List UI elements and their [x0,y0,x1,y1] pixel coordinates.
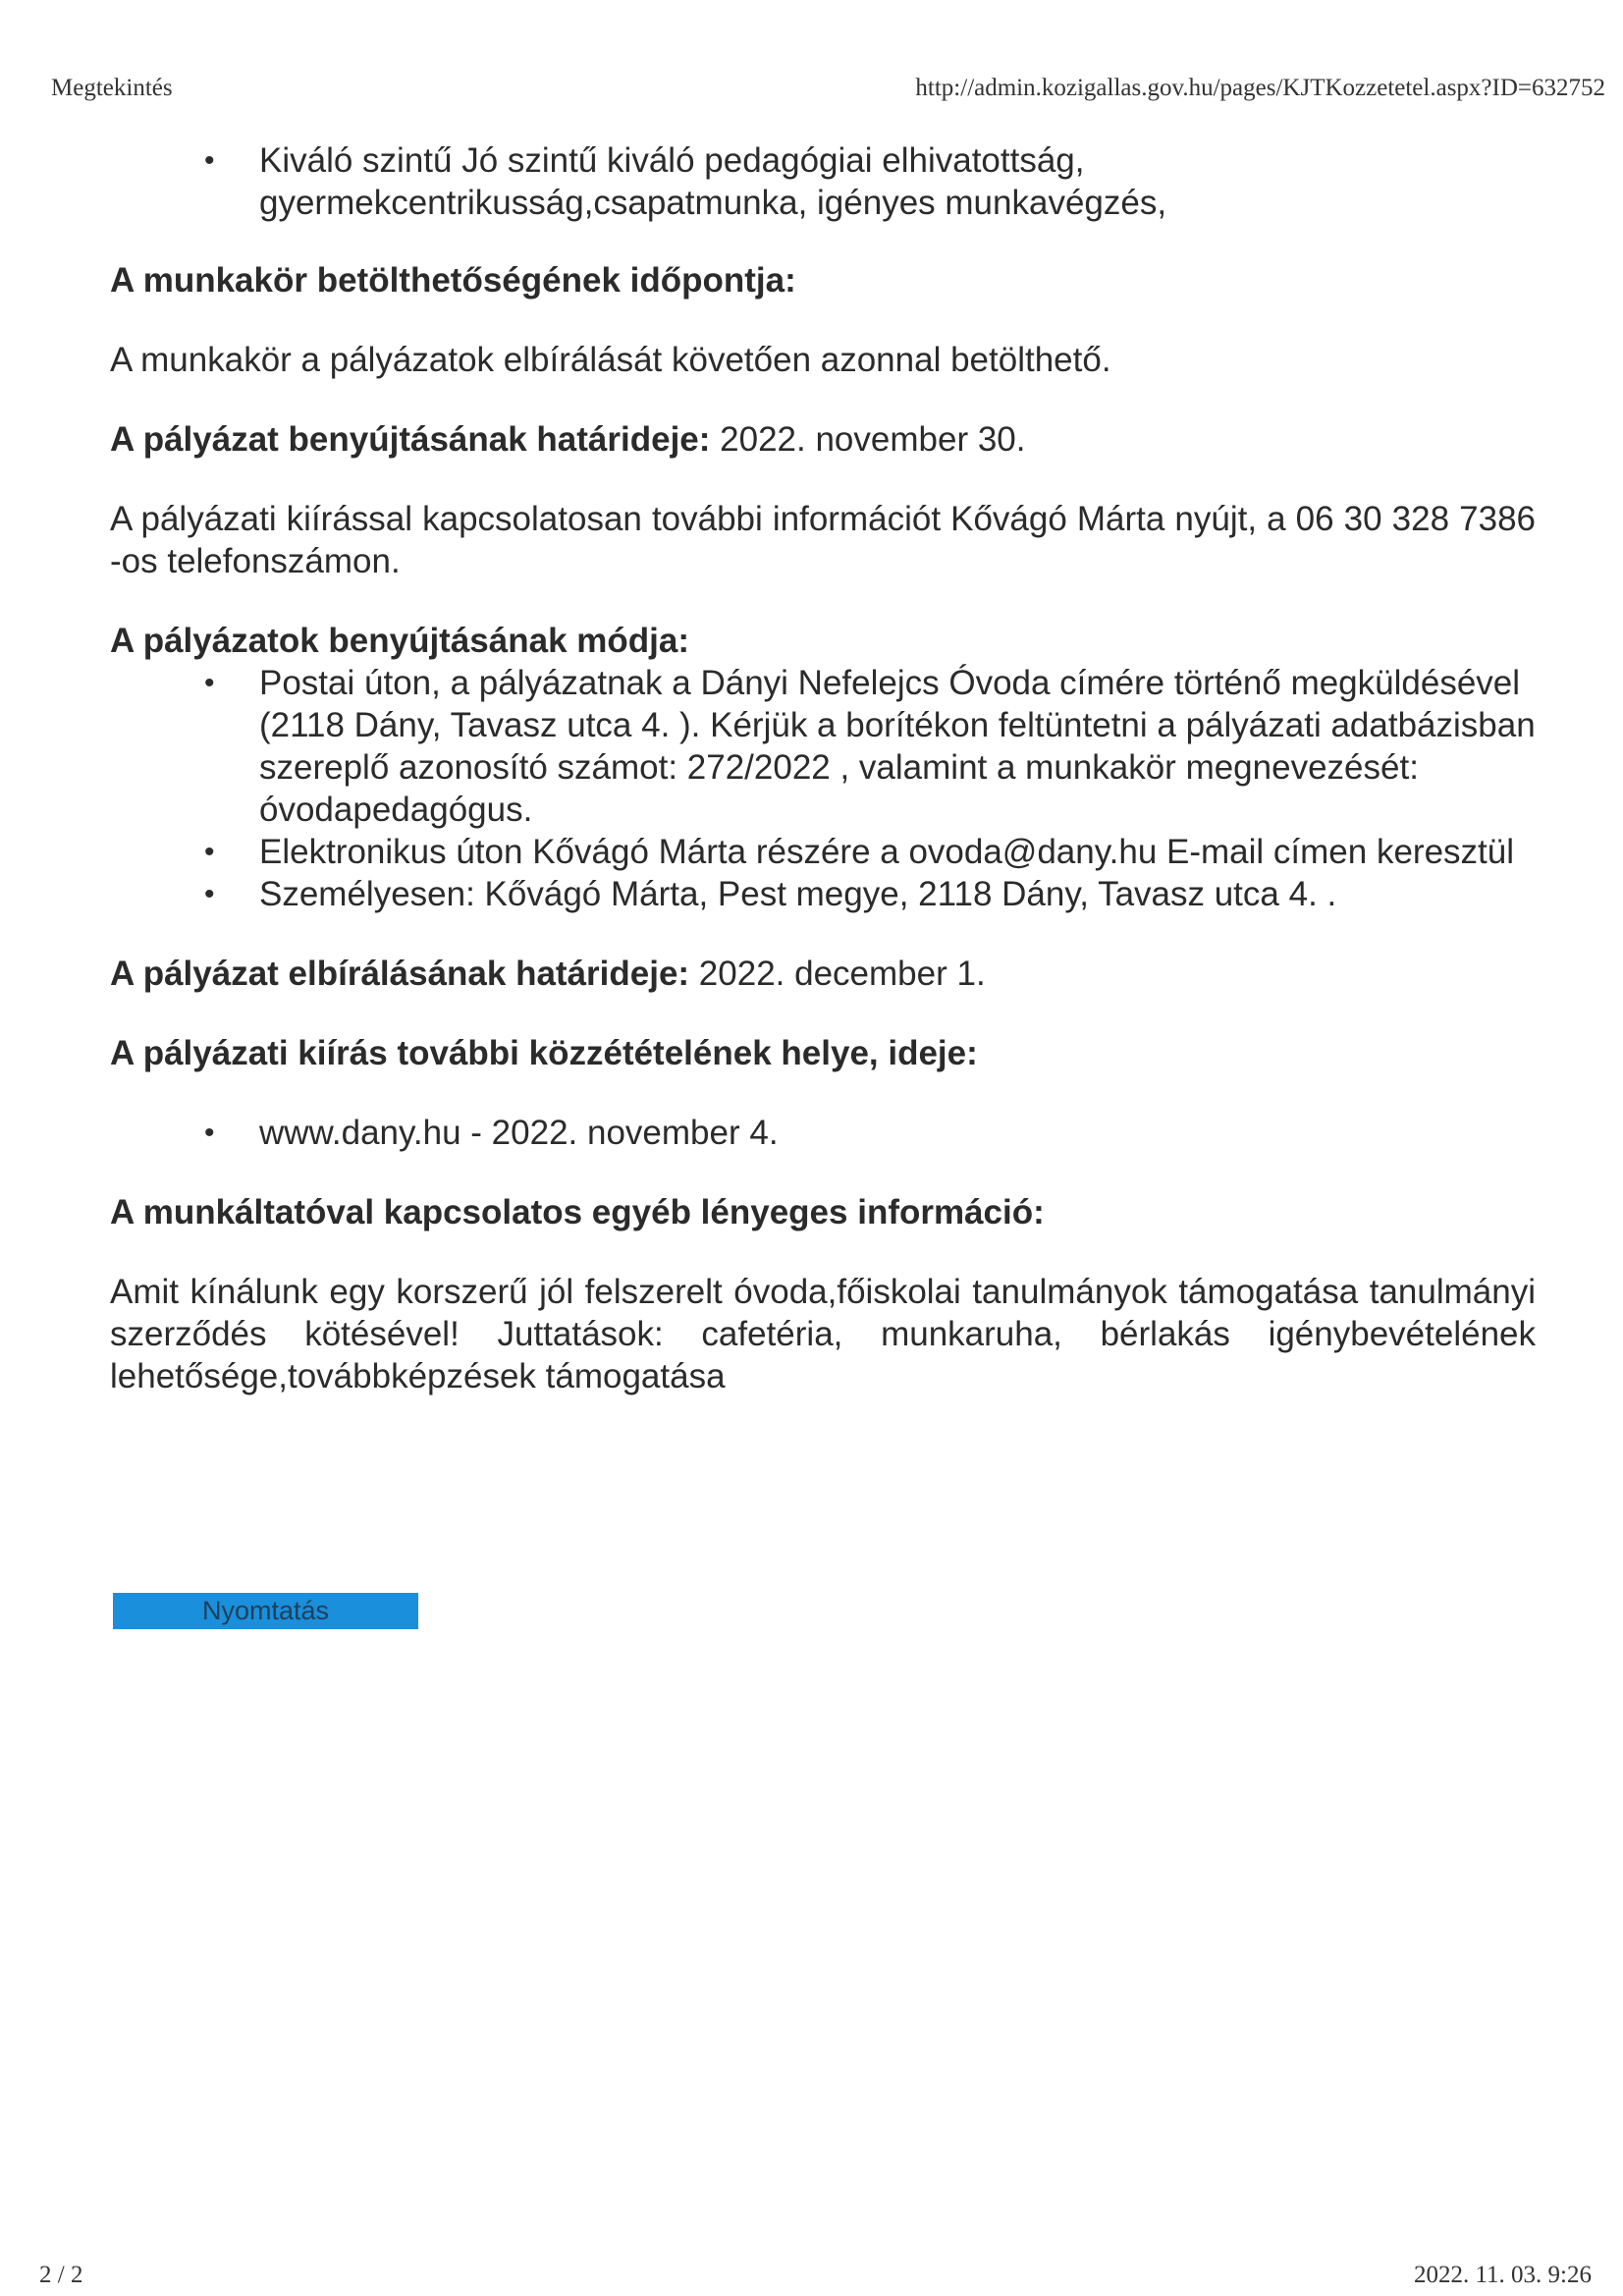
list-item-text: www.dany.hu - 2022. november 4. [259,1114,779,1152]
job-posting-content [110,139,1536,1397]
publication-heading: A pályázati kiírás további közzétételének helye, ideje: [110,1034,978,1072]
submission-deadline [110,418,1536,461]
list-item [110,873,1536,915]
print-button[interactable]: Nyomtatás [113,1593,418,1629]
employer-info-text: Amit kínálunk egy korszerű jól felszerelt óvoda,főiskolai tanulmányok támogatása tanulmányi szerződés kötésével! Juttatások: cafetéria, munkaruha, bérlakás igénybevételének lehetősége,továbbképzések támogatása [110,1273,1536,1395]
publication-list [110,1112,1536,1154]
list-item [110,1112,1536,1154]
submission-deadline-value: 2022. november 30. [710,420,1026,459]
bullet-icon: • [204,836,215,868]
bullet-icon: • [204,667,215,699]
evaluation-deadline-label: A pályázat elbírálásának határideje: [110,955,690,993]
submission-method-heading: A pályázatok benyújtásának módja: [110,622,689,660]
print-timestamp: 2022. 11. 03. 9:26 [1413,2262,1592,2288]
contact-info-text: A pályázati kiírással kapcsolatosan további információt Kővágó Márta nyújt, a 06 30 328 7386 -os telefonszámon. [110,500,1536,580]
evaluation-deadline-value: 2022. december 1. [689,955,986,993]
employer-info-heading: A munkáltatóval kapcsolatos egyéb lényeges információ: [110,1193,1045,1231]
list-item-text: Postai úton, a pályázatnak a Dányi Nefelejcs Óvoda címére történő megküldésével (2118 Dány, Tavasz utca 4. ). Kérjük a borítékon feltüntetni a pályázati adatbázisban szereplő azonosító számot: 272/2022 , valamint a munkakör megnevezését: óvodapedagógus. [259,664,1536,829]
filling-date-text: A munkakör a pályázatok elbírálását követően azonnal betölthető. [110,341,1111,379]
list-item-text: gyermekcentrikusság,csapatmunka, igényes munkavégzés, [259,184,1167,222]
requirements-list [110,139,1536,224]
list-item [110,831,1536,873]
list-item-text: Elektronikus úton Kővágó Márta részére a ovoda@dany.hu E-mail címen keresztül [259,833,1514,871]
submission-deadline-label: A pályázat benyújtásának határideje: [110,420,711,459]
print-header-url: http://admin.kozigallas.gov.hu/pages/KJTKozzetetel.aspx?ID=632752 [915,75,1605,101]
filling-date-heading: A munkakör betölthetőségének időpontja: [110,261,796,300]
evaluation-deadline [110,953,1536,995]
list-item [110,139,1536,224]
page-number: 2 / 2 [39,2262,83,2288]
list-item-text: Személyesen: Kővágó Márta, Pest megye, 2118 Dány, Tavasz utca 4. . [259,875,1337,913]
submission-method-list [110,662,1536,915]
list-item [110,662,1536,831]
list-item-text: Kiváló szintű Jó szintű kiváló pedagógiai elhivatottság, [259,141,1085,180]
bullet-icon: • [204,144,215,177]
print-header-title: Megtekintés [51,75,173,101]
bullet-icon: • [204,1117,215,1149]
bullet-icon: • [204,878,215,910]
